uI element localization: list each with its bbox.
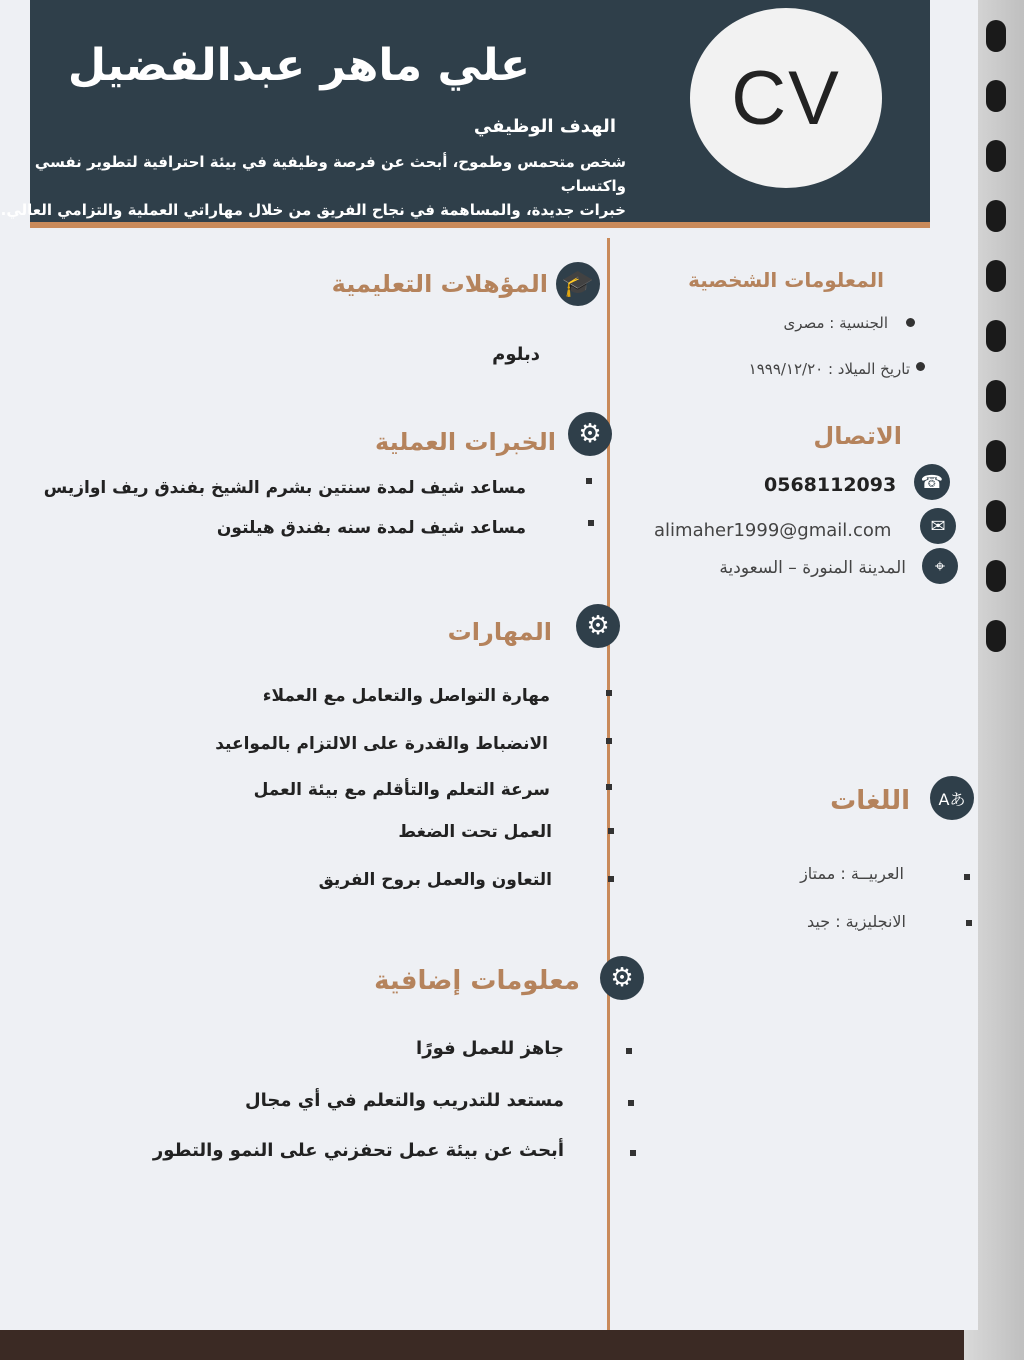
graduation-cap-icon: 🎓 [556, 262, 600, 306]
bullet-square [608, 828, 614, 834]
gear-icon: ⚙ [568, 412, 612, 456]
bullet-dot [916, 362, 925, 371]
bullet-square [628, 1100, 634, 1106]
contact-title: الاتصال [813, 422, 902, 450]
skill-item: مهارة التواصل والتعامل مع العملاء [262, 686, 550, 706]
bullet-square [586, 478, 592, 484]
binder-hole [986, 20, 1006, 52]
map-pin-icon: ⌖ [922, 548, 958, 584]
language-item: الانجليزية : جيد [806, 912, 906, 931]
experience-title: الخبرات العملية [375, 428, 556, 456]
language-item: العربيــة : ممتاز [800, 864, 904, 883]
email-address: alimaher1999@gmail.com [654, 520, 892, 541]
language-icon: Aあ [930, 776, 974, 820]
header-accent-bar [30, 222, 930, 228]
additional-item: أبحث عن بيئة عمل تحفزني على النمو والتطور [152, 1140, 564, 1161]
envelope-icon: ✉ [920, 508, 956, 544]
binder-hole [986, 200, 1006, 232]
binder-hole [986, 140, 1006, 172]
phone-icon: ☎ [914, 464, 950, 500]
phone-number: 0568112093 [764, 474, 897, 496]
objective-line: خبرات جديدة، والمساهمة في نجاح الفريق من خلال مهاراتي العملية والتزامي العالي. [0, 201, 626, 219]
languages-title: اللغات [830, 786, 910, 816]
cv-logo: CV [690, 8, 882, 188]
bullet-square [626, 1048, 632, 1054]
objective-title: الهدف الوظيفي [473, 116, 616, 137]
binder-hole [986, 260, 1006, 292]
experience-item: مساعد شيف لمدة سنه بفندق هيلتون [216, 518, 526, 538]
bullet-square [964, 874, 970, 880]
bullet-square [588, 520, 594, 526]
binder-hole [986, 440, 1006, 472]
nationality: الجنسية : مصرى [783, 314, 888, 332]
additional-info-title: معلومات إضافية [374, 966, 580, 996]
binder-hole [986, 320, 1006, 352]
gear-icon: ⚙ [600, 956, 644, 1000]
skill-item: سرعة التعلم والتأقلم مع بيئة العمل [253, 780, 550, 800]
bullet-square [606, 690, 612, 696]
skill-item: الانضباط والقدرة على الالتزام بالمواعيد [215, 734, 548, 754]
birthdate: تاريخ الميلاد : ١٩٩٩/١٢/٢٠ [748, 360, 910, 378]
binder-hole [986, 380, 1006, 412]
education-degree: دبلوم [492, 344, 540, 365]
address: المدينة المنورة – السعودية [719, 558, 906, 578]
objective-line: شخص متحمس وطموح، أبحث عن فرصة وظيفية في بيئة احترافية لتطوير نفسي واكتساب [34, 153, 626, 195]
bullet-square [966, 920, 972, 926]
binder-hole [986, 560, 1006, 592]
skill-item: التعاون والعمل بروح الفريق [318, 870, 552, 890]
binder-hole [986, 620, 1006, 652]
personal-info-title: المعلومات الشخصية [688, 268, 884, 292]
experience-item: مساعد شيف لمدة سنتين بشرم الشيخ بفندق ريف اوازيس [43, 478, 526, 498]
binder-hole [986, 80, 1006, 112]
bullet-dot [906, 318, 915, 327]
skill-item: العمل تحت الضغط [398, 822, 552, 842]
bullet-square [606, 784, 612, 790]
education-title: المؤهلات التعليمية [331, 270, 548, 298]
binder-hole [986, 500, 1006, 532]
additional-item: مستعد للتدريب والتعلم في أي مجال [245, 1090, 564, 1111]
objective-text [0, 150, 626, 222]
bullet-square [630, 1150, 636, 1156]
person-name: علي ماهر عبدالفضيل [67, 40, 530, 91]
bullet-square [608, 876, 614, 882]
gear-icon: ⚙ [576, 604, 620, 648]
skills-title: المهارات [447, 618, 552, 646]
additional-item: جاهز للعمل فورًا [416, 1038, 564, 1059]
bullet-square [606, 738, 612, 744]
